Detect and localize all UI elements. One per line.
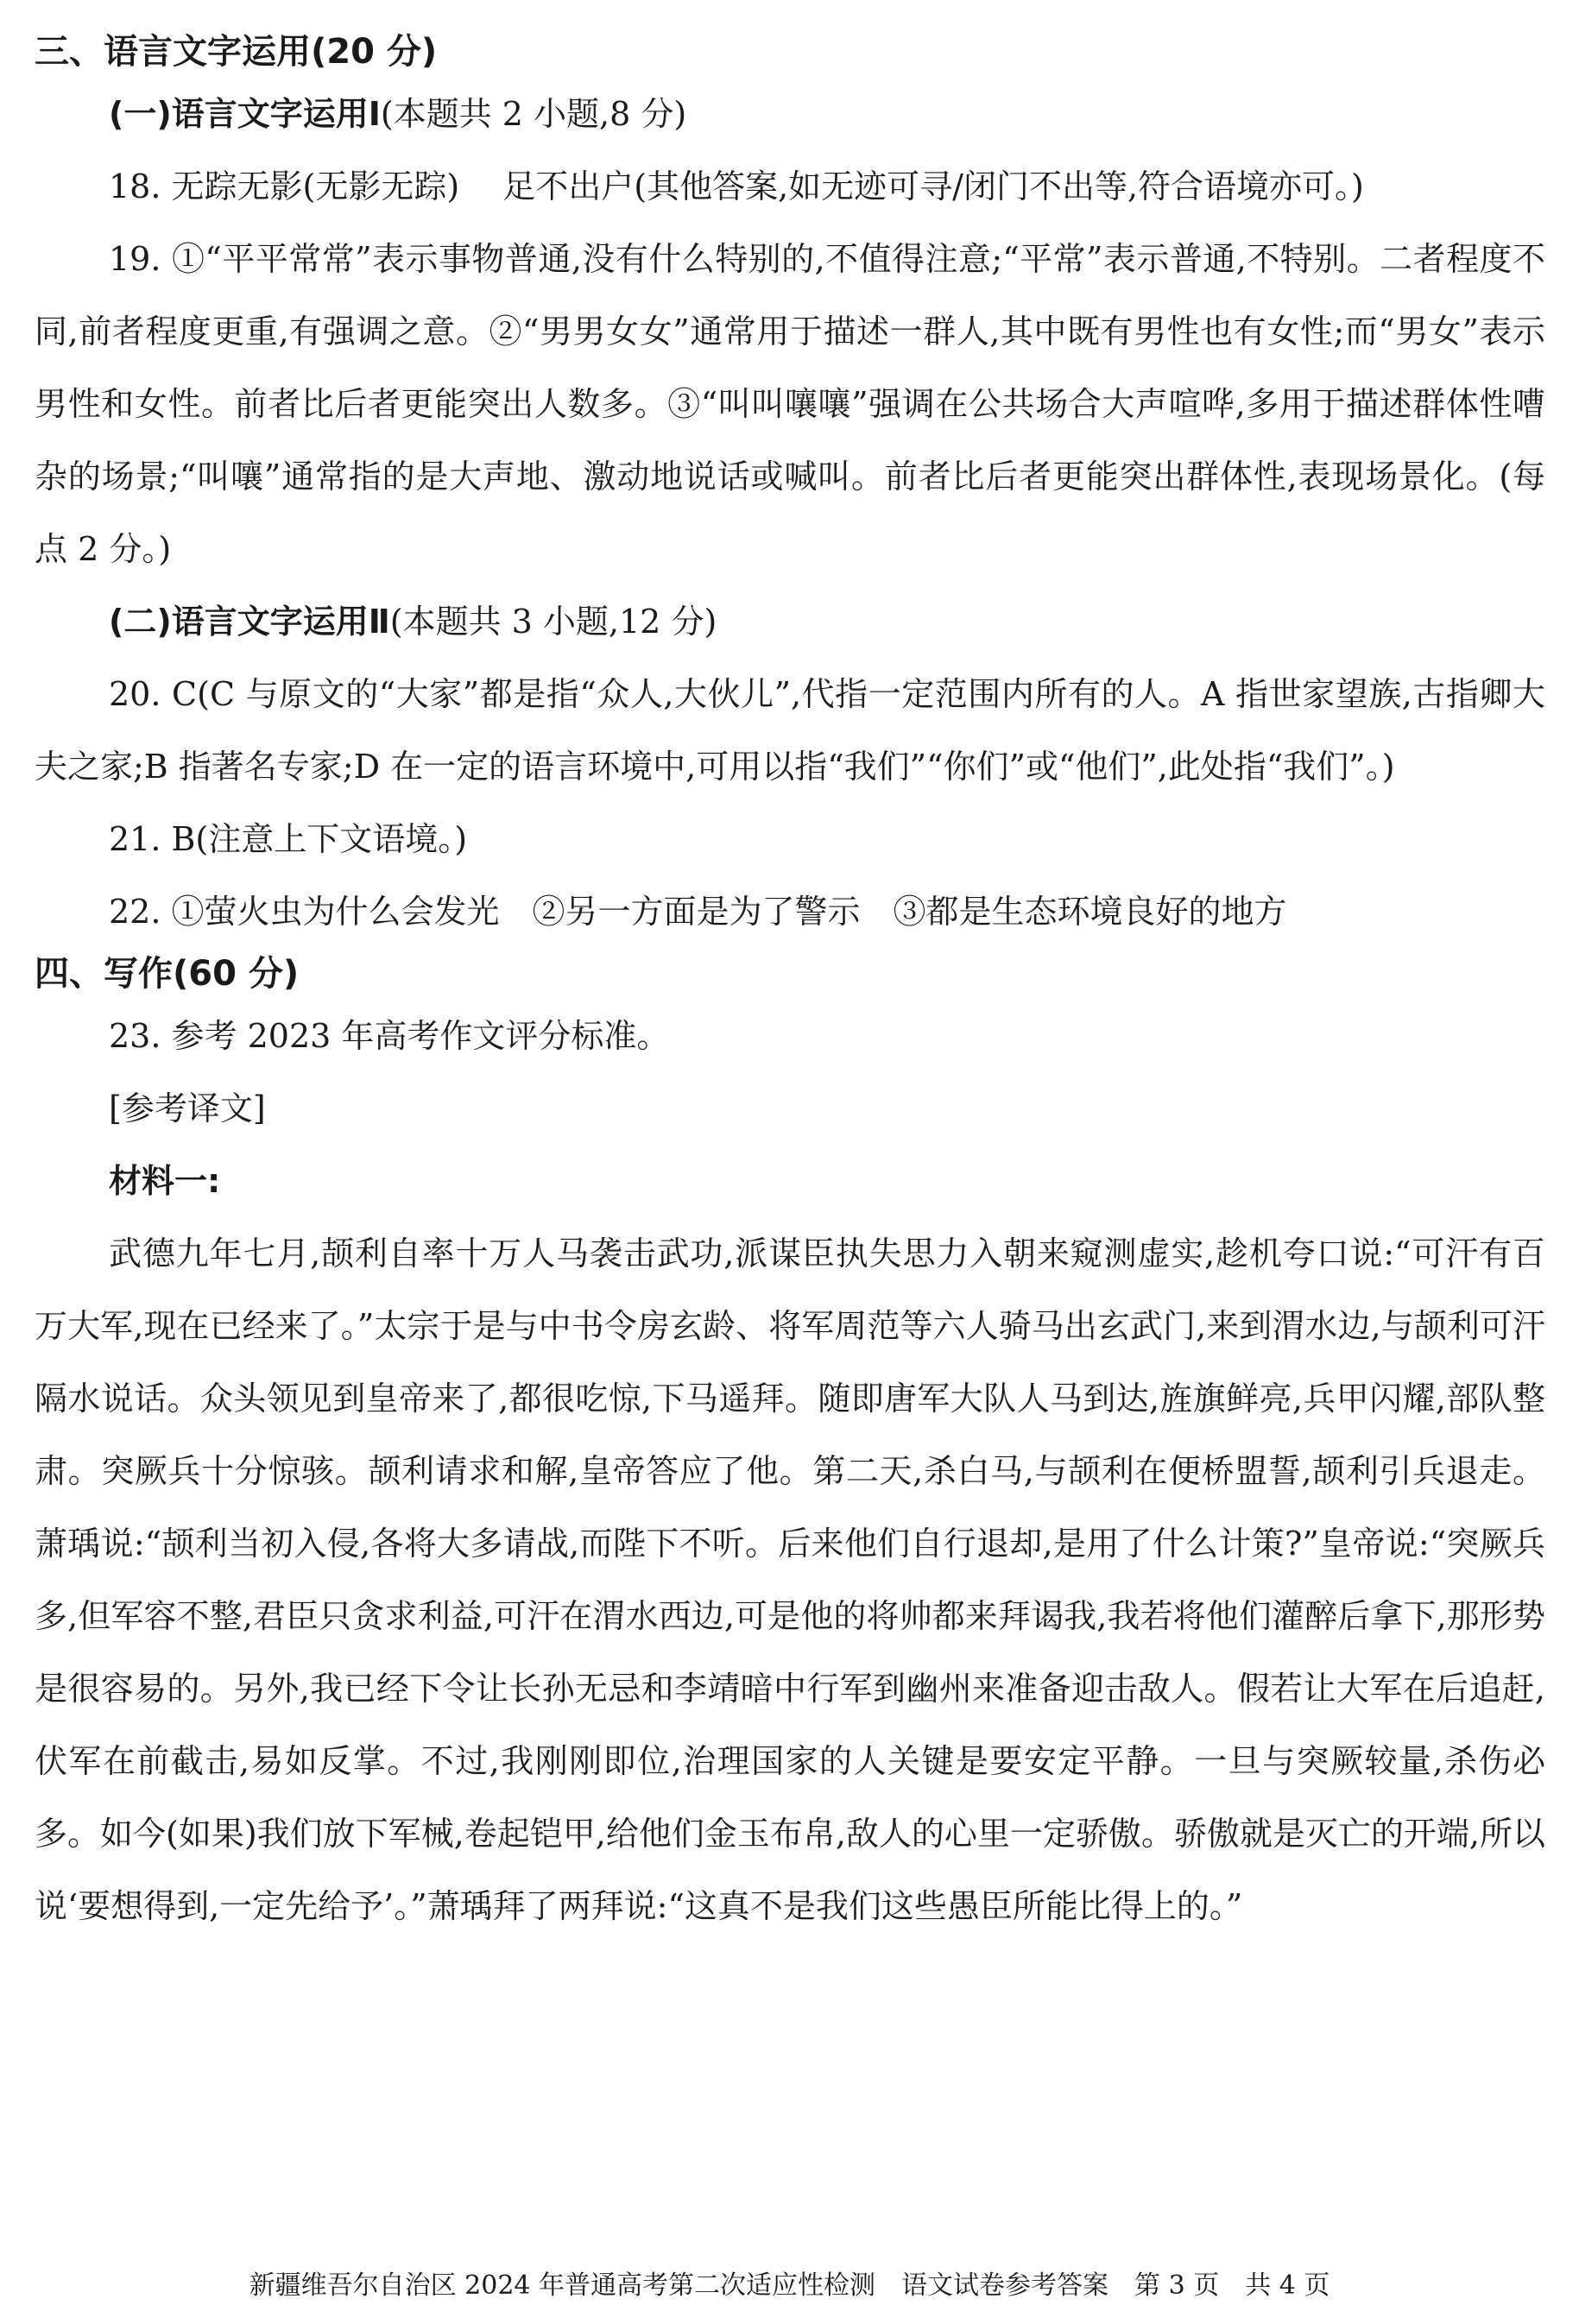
answer-22: 22. ①萤火虫为什么会发光 ②另一方面是为了警示 ③都是生态环境良好的地方 [109, 893, 1287, 931]
page-footer: 新疆维吾尔自治区 2024 年普通高考第二次适应性检测 语文试卷参考答案 第 3 页 共 4 页 [249, 2270, 1330, 2301]
answer-18: 18. 无踪无影(无影无踪) 足不出户(其他答案,如无迹可寻/闭门不出等,符合语境亦可。) [109, 167, 1364, 205]
part-1-title [35, 78, 1545, 150]
part-1-label: (一)语言文字运用Ⅰ [109, 95, 381, 133]
part-2-title [35, 585, 1545, 658]
section-4-title: 四、写作(60 分) [35, 954, 300, 994]
part-1-note: (本题共 2 小题,8 分) [380, 95, 687, 133]
translation-heading: [参考译文] [109, 1089, 266, 1127]
answer-19: 19. ①“平平常常”表示事物普通,没有什么特别的,不值得注意;“平常”表示普通,不特别。二者程度不同,前者程度更重,有强调之意。②“男男女女”通常用于描述一群人,其中既有男性也有女性;而“男女”表示男性和女性。前者比后者更能突出人数多。③“叫叫嚷嚷”强调在公共场合大声喧哗,多用于描述群体性嘈杂的场景;“叫嚷”通常指的是大声地、激动地说话或喊叫。前者比后者更能突出群体性,表现场景化。(每点 2 分。) [35, 240, 1545, 568]
part-2-label: (二)语言文字运用Ⅱ [109, 603, 390, 641]
answer-23: 23. 参考 2023 年高考作文评分标准。 [109, 1017, 670, 1055]
material-1-label: 材料一: [109, 1162, 221, 1200]
answer-page [35, 26, 1545, 1942]
translation-text: 武德九年七月,颉利自率十万人马袭击武功,派谋臣执失思力入朝来窥测虚实,趁机夸口说:“可汗有百万大军,现在已经来了。”太宗于是与中书令房玄龄、将军周范等六人骑马出玄武门,来到渭水边,与颉利可汗隔水说话。众头领见到皇帝来了,都很吃惊,下马遥拜。随即唐军大队人马到达,旌旗鲜亮,兵甲闪耀,部队整肃。突厥兵十分惊骇。颉利请求和解,皇帝答应了他。第二天,杀白马,与颉利在便桥盟誓,颉利引兵退走。萧瑀说:“颉利当初入侵,各将大多请战,而陛下不听。后来他们自行退却,是用了什么计策?”皇帝说:“突厥兵多,但军容不整,君臣只贪求利益,可汗在渭水西边,可是他的将帅都来拜谒我,我若将他们灌醉后拿下,那形势是很容易的。另外,我已经下令让长孙无忌和李靖暗中行军到幽州来准备迎击敌人。假若让大军在后追赶,伏军在前截击,易如反掌。不过,我刚刚即位,治理国家的人关键是要安定平静。一旦与突厥较量,杀伤必多。如今(如果)我们放下军械,卷起铠甲,给他们金玉布帛,敌人的心里一定骄傲。骄傲就是灭亡的开端,所以说‘要想得到,一定先给予’。”萧瑀拜了两拜说:“这真不是我们这些愚臣所能比得上的。” [35, 1235, 1545, 1925]
answer-21: 21. B(注意上下文语境。) [109, 820, 468, 858]
part-2-note: (本题共 3 小题,12 分) [389, 603, 717, 641]
answer-20: 20. C(C 与原文的“大家”都是指“众人,大伙儿”,代指一定范围内所有的人。A 指世家望族,古指卿大夫之家;B 指著名专家;D 在一定的语言环境中,可用以指“我们”“你们”或“他们”,此处指“我们”。) [35, 675, 1545, 786]
section-3-title: 三、语言文字运用(20 分) [35, 32, 438, 72]
